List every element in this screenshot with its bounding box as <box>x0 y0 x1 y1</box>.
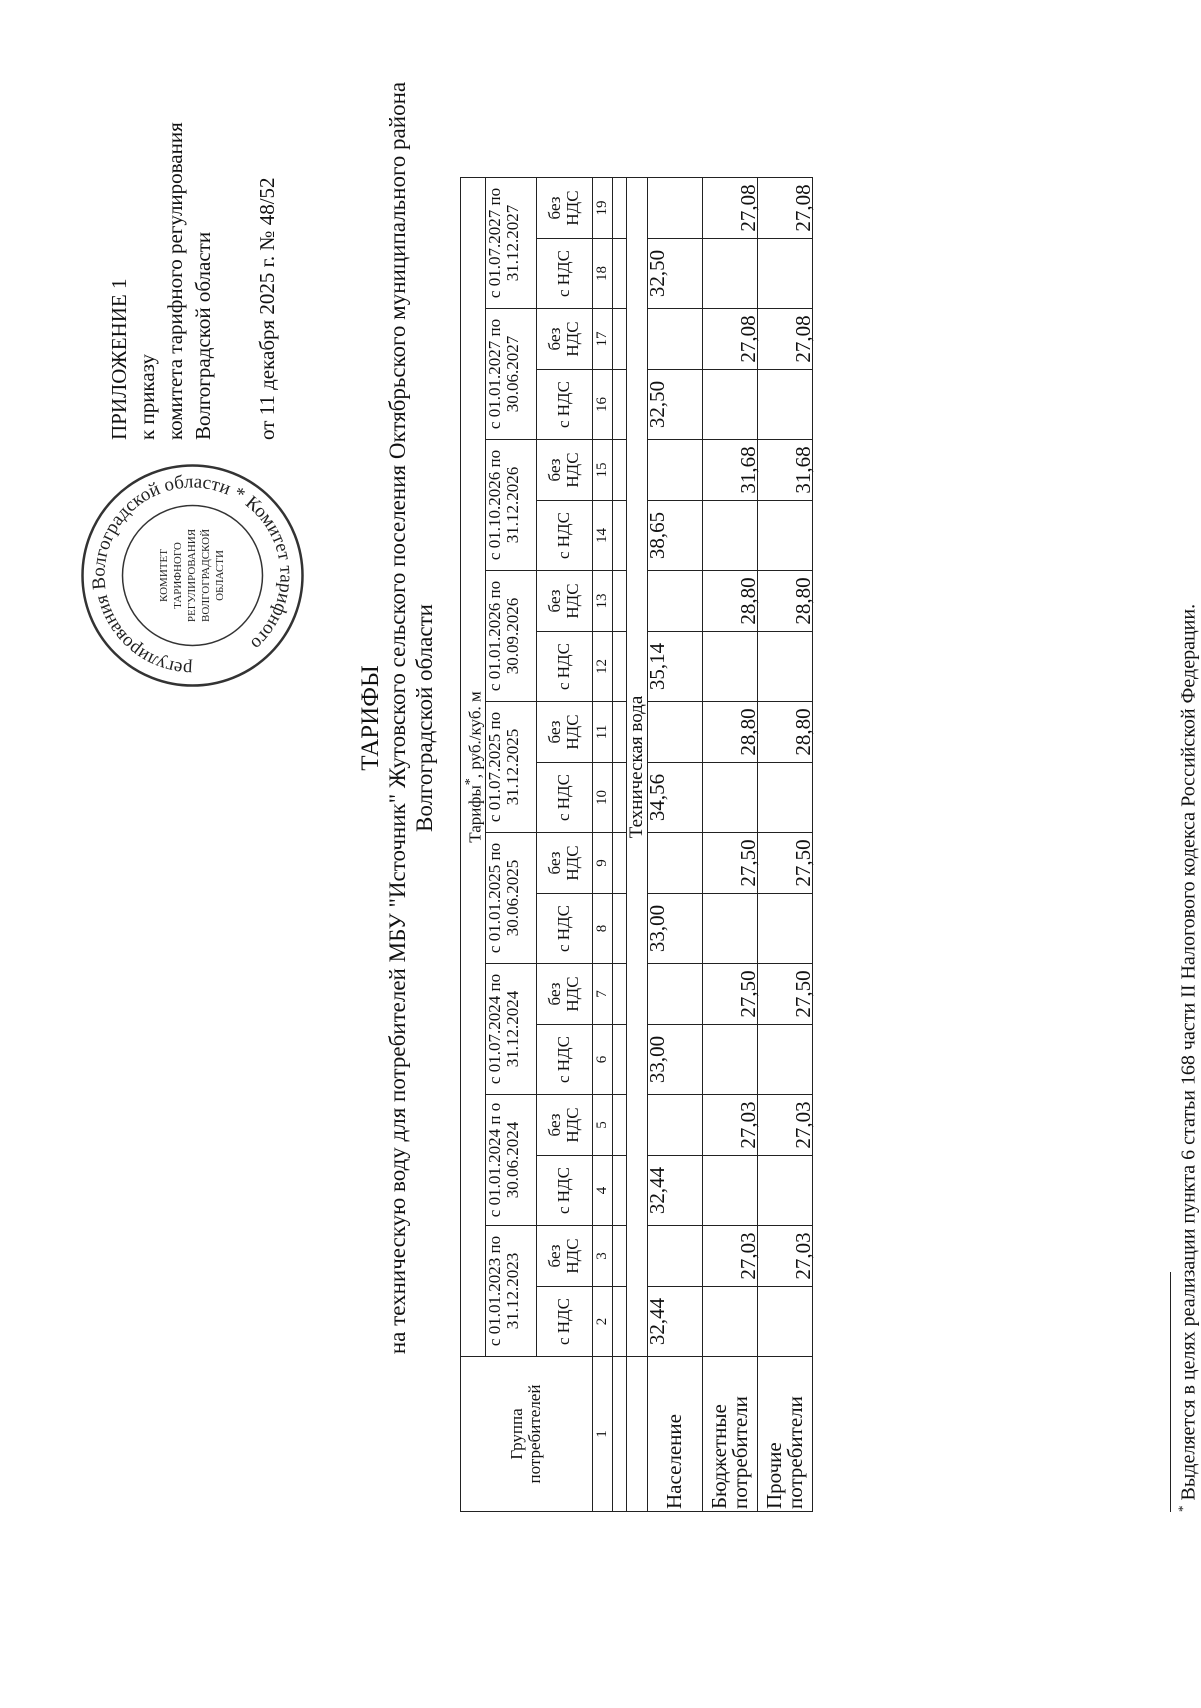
consumer-group-name: Население <box>647 1357 702 1512</box>
tariff-value: 27,03 <box>757 1095 812 1156</box>
tariff-value: 35,14 <box>647 632 702 702</box>
tariff-value: 38,65 <box>647 501 702 571</box>
tariff-value: 33,00 <box>647 1025 702 1095</box>
column-number: 10 <box>592 763 612 833</box>
column-number: 12 <box>592 632 612 702</box>
table-row <box>647 178 702 1512</box>
period-header: с 01.01.2023 по 31.12.2023 <box>485 1226 536 1357</box>
vat-header-without: без НДС <box>536 1226 592 1287</box>
appendix-date-line: от 11 декабря 2025 г. № 48/52 <box>255 177 279 440</box>
appendix-line-order: к приказу <box>135 354 159 440</box>
blank-cell <box>612 1156 626 1226</box>
column-number: 3 <box>592 1226 612 1287</box>
vat-header-with: с НДС <box>536 763 592 833</box>
period-header: с 01.01.2026 по 30.09.2026 <box>485 571 536 702</box>
tariff-value: 34,56 <box>647 763 702 833</box>
column-number: 11 <box>592 702 612 763</box>
tariff-value: 27,03 <box>757 1226 812 1287</box>
tariff-value <box>647 833 702 894</box>
period-header: с 01.07.2027 по 31.12.2027 <box>485 178 536 309</box>
blank-cell <box>612 702 626 763</box>
blank-cell <box>612 1357 626 1512</box>
column-number: 15 <box>592 440 612 501</box>
vat-header-without: без НДС <box>536 440 592 501</box>
title-line-1: на техническую воду для потребителей МБУ "Источник" Жутовского сельского поселения Октябрьского муниципального района <box>385 81 410 1355</box>
vat-header-without: без НДС <box>536 309 592 370</box>
blank-cell <box>612 1025 626 1095</box>
table-row <box>702 178 757 1512</box>
vat-header-with: с НДС <box>536 239 592 309</box>
tariff-value: 32,50 <box>647 239 702 309</box>
column-number: 13 <box>592 571 612 632</box>
vat-header-without: без НДС <box>536 702 592 763</box>
blank-cell <box>612 632 626 702</box>
tariff-value: 33,00 <box>647 894 702 964</box>
period-header: с 01.01.2027 по 30.06.2027 <box>485 309 536 440</box>
tariff-value <box>757 763 812 833</box>
tariff-value: 32,50 <box>647 370 702 440</box>
tariff-value: 27,03 <box>702 1226 757 1287</box>
tariff-value <box>757 501 812 571</box>
column-number: 8 <box>592 894 612 964</box>
consumer-group-name: Прочие потребители <box>757 1357 812 1512</box>
vat-header-with: с НДС <box>536 1287 592 1357</box>
blank-cell <box>612 571 626 632</box>
vat-header-with: с НДС <box>536 501 592 571</box>
tariff-value <box>757 239 812 309</box>
vat-header-without: без НДС <box>536 571 592 632</box>
blank-cell <box>612 440 626 501</box>
tariff-value <box>757 1156 812 1226</box>
tariff-value <box>647 178 702 239</box>
column-number: 2 <box>592 1287 612 1357</box>
column-number: 19 <box>592 178 612 239</box>
vat-header-with: с НДС <box>536 894 592 964</box>
footnote-rule <box>1170 1272 1171 1512</box>
stamp-ring-text: регулирования Волгоградской области * Комитет тарифного <box>88 471 297 680</box>
tariff-value: 32,44 <box>647 1156 702 1226</box>
section-label-spacer <box>626 1357 647 1512</box>
appendix-line-region: Волгоградской области <box>191 231 215 440</box>
period-header: с 01.07.2025 по 31.12.2025 <box>485 702 536 833</box>
tariff-value <box>647 1226 702 1287</box>
footnote: * Выделяется в целях реализации пункта 6 статьи 168 части II Налогового кодекса Российской Федерации. <box>1175 603 1200 1512</box>
tariff-value <box>702 1287 757 1357</box>
tariff-value: 27,50 <box>702 964 757 1025</box>
tariff-value <box>702 763 757 833</box>
tariff-value: 27,50 <box>702 833 757 894</box>
column-number: 17 <box>592 309 612 370</box>
vat-header-with: с НДС <box>536 1156 592 1226</box>
tariff-value: 28,80 <box>757 571 812 632</box>
period-header: с 01.07.2024 по 31.12.2024 <box>485 964 536 1095</box>
period-header: с 01.10.2026 по 31.12.2026 <box>485 440 536 571</box>
blank-cell <box>612 239 626 309</box>
tariff-table <box>460 177 813 1512</box>
tariff-value: 27,08 <box>702 309 757 370</box>
vat-header-with: с НДС <box>536 632 592 702</box>
blank-cell <box>612 964 626 1025</box>
column-number: 7 <box>592 964 612 1025</box>
vat-header-with: с НДС <box>536 1025 592 1095</box>
tariff-value: 31,68 <box>702 440 757 501</box>
tariff-value: 27,50 <box>757 964 812 1025</box>
tariff-value <box>647 702 702 763</box>
column-number: 14 <box>592 501 612 571</box>
tariff-value: 27,08 <box>702 178 757 239</box>
column-number: 16 <box>592 370 612 440</box>
appendix-title: ПРИЛОЖЕНИЕ 1 <box>107 278 131 440</box>
blank-cell <box>612 370 626 440</box>
vat-header-without: без НДС <box>536 964 592 1025</box>
blank-cell <box>612 833 626 894</box>
blank-cell <box>612 763 626 833</box>
period-header: с 01.01.2025 по 30.06.2025 <box>485 833 536 964</box>
blank-cell <box>612 1095 626 1156</box>
tariff-value <box>702 1156 757 1226</box>
tariff-value: 32,44 <box>647 1287 702 1357</box>
tariff-value <box>702 1025 757 1095</box>
tariff-value <box>647 1095 702 1156</box>
tariff-value: 31,68 <box>757 440 812 501</box>
column-number: 1 <box>592 1357 612 1512</box>
blank-cell <box>612 501 626 571</box>
tariff-value: 27,08 <box>757 178 812 239</box>
appendix-block <box>105 122 281 440</box>
vat-header-without: без НДС <box>536 833 592 894</box>
column-number: 9 <box>592 833 612 894</box>
section-label: Техническая вода <box>626 178 647 1357</box>
column-number: 18 <box>592 239 612 309</box>
column-number: 4 <box>592 1156 612 1226</box>
column-number: 5 <box>592 1095 612 1156</box>
tariff-value <box>757 370 812 440</box>
document-title <box>357 0 438 1468</box>
column-number: 6 <box>592 1025 612 1095</box>
tariff-value <box>757 1287 812 1357</box>
period-header: с 01.01.2024 п о 30.06.2024 <box>485 1095 536 1226</box>
tariff-value: 28,80 <box>702 702 757 763</box>
tariff-value: 27,08 <box>757 309 812 370</box>
title-main: ТАРИФЫ <box>357 665 384 771</box>
tariff-value <box>702 239 757 309</box>
tariff-value <box>647 571 702 632</box>
tariff-value <box>647 440 702 501</box>
tariff-value: 28,80 <box>702 571 757 632</box>
blank-cell <box>612 1287 626 1357</box>
blank-cell <box>612 309 626 370</box>
tariff-value <box>757 894 812 964</box>
official-stamp <box>75 458 310 693</box>
tariff-value <box>757 1025 812 1095</box>
tariff-value <box>702 370 757 440</box>
tariff-value <box>702 501 757 571</box>
stamp-center-text: КОМИТЕТ ТАРИФНОГО РЕГУЛИРОВАНИЯ ВОЛГОГРАДСКОЙ ОБЛАСТИ <box>158 528 226 623</box>
vat-header-without: без НДС <box>536 178 592 239</box>
tariff-value <box>702 632 757 702</box>
blank-cell <box>612 178 626 239</box>
appendix-line-committee: комитета тарифного регулирования <box>163 122 187 440</box>
tariff-value: 28,80 <box>757 702 812 763</box>
tariff-value <box>647 964 702 1025</box>
blank-cell <box>612 894 626 964</box>
vat-header-with: с НДС <box>536 370 592 440</box>
tariff-value <box>647 309 702 370</box>
table-row <box>757 178 812 1512</box>
tariff-value: 27,03 <box>702 1095 757 1156</box>
vat-header-without: без НДС <box>536 1095 592 1156</box>
tariff-value <box>702 894 757 964</box>
title-line-2: Волгоградской области <box>412 604 437 832</box>
group-header: Группа потребителей <box>461 1357 593 1512</box>
tariff-value <box>757 632 812 702</box>
blank-cell <box>612 1226 626 1287</box>
tariff-value: 27,50 <box>757 833 812 894</box>
consumer-group-name: Бюджетные потребители <box>702 1357 757 1512</box>
tariffs-header: Тарифы*, руб./куб. м <box>461 178 486 1357</box>
